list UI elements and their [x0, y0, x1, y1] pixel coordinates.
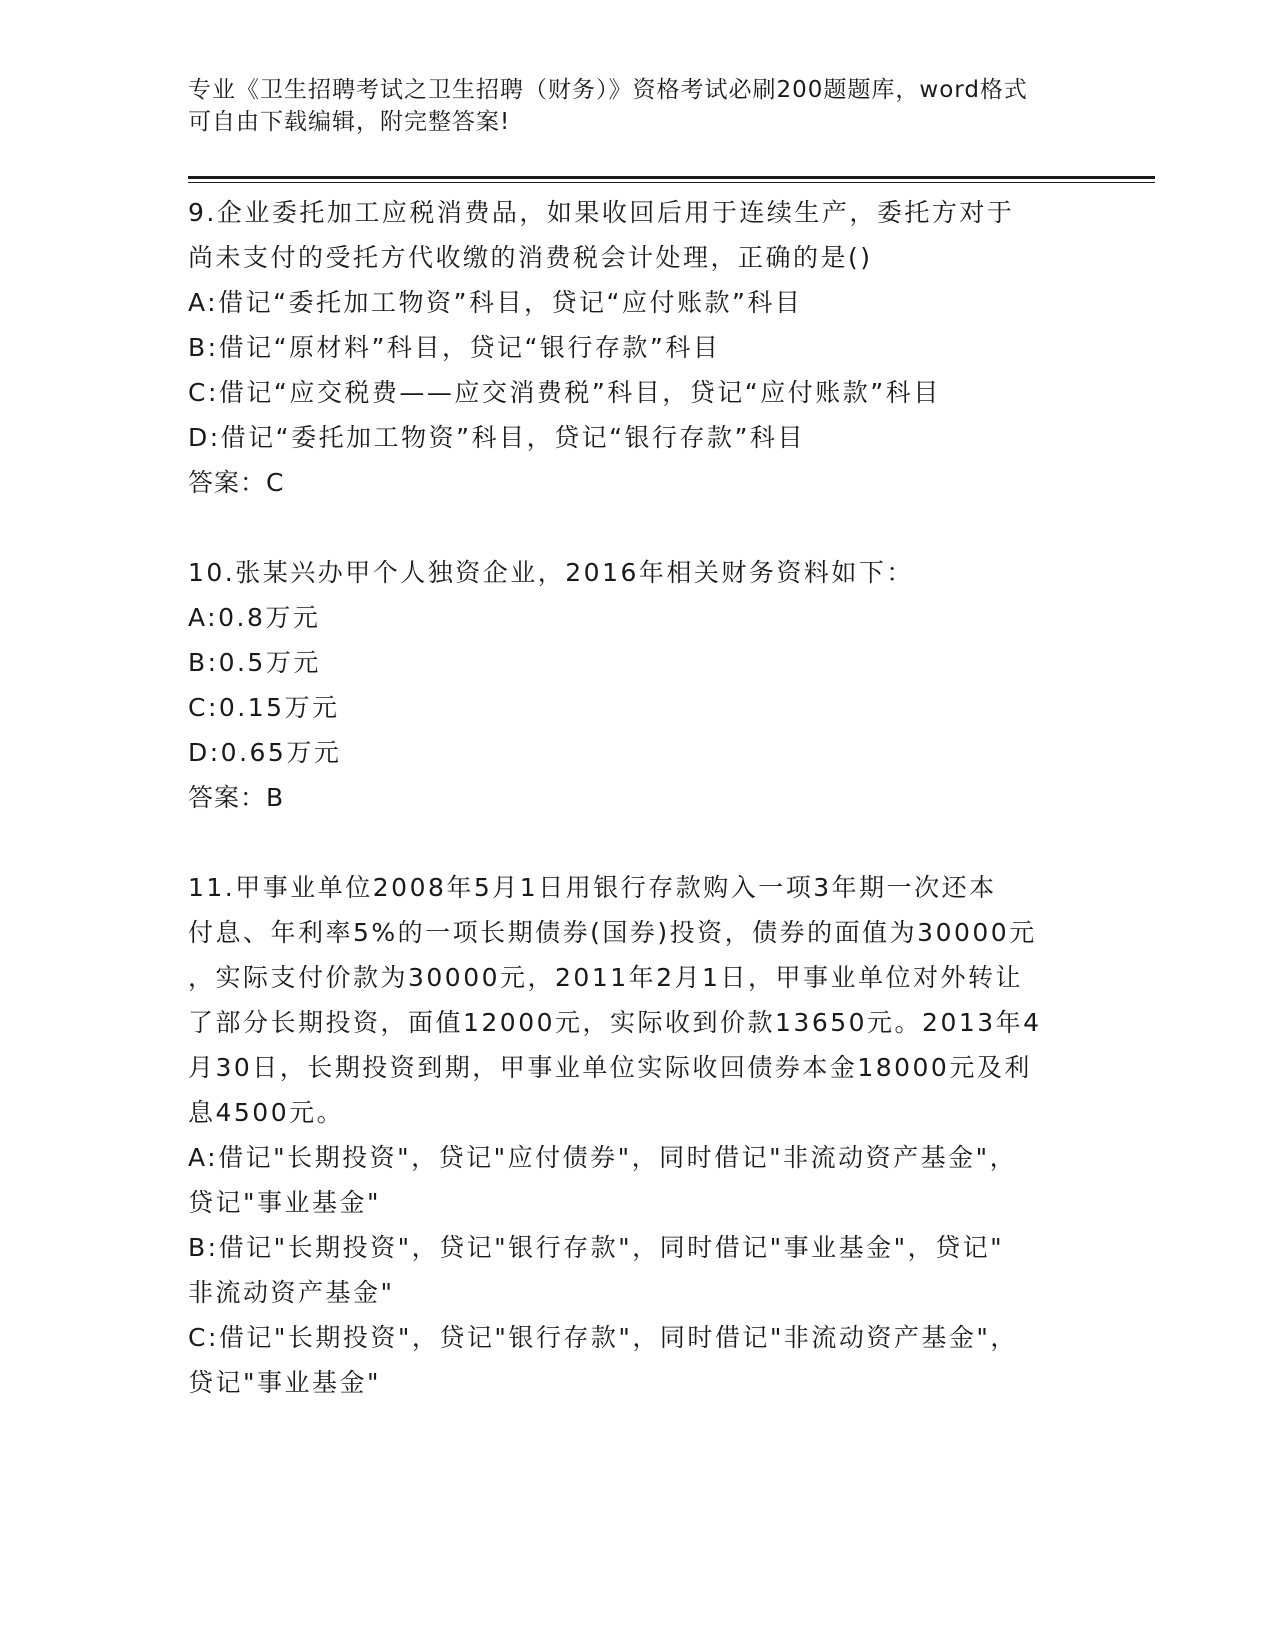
answer-option-line: 贷记"事业基金": [188, 1368, 381, 1397]
header-divider-thin: [188, 182, 1155, 183]
question-stem-line: 月30日，长期投资到期，甲事业单位实际收回债券本金18000元及利: [188, 1053, 1032, 1082]
document-header: [188, 74, 1088, 138]
question-block: [188, 865, 1088, 1405]
header-line-1: 专业《卫生招聘考试之卫生招聘（财务）》资格考试必刷200题题库，word格式: [188, 77, 1028, 103]
question-stem-line: 付息、年利率5%的一项长期债券(国券)投资，债券的面值为30000元: [188, 918, 1037, 947]
answer-key: 答案：C: [188, 468, 285, 497]
answer-option-line: 非流动资产基金": [188, 1278, 395, 1307]
question-stem-line: 了部分长期投资，面值12000元，实际收到价款13650元。2013年4: [188, 1008, 1042, 1037]
question-stem-line: 尚未支付的受托方代收缴的消费税会计处理，正确的是(): [188, 243, 873, 272]
answer-option-line: A:借记“委托加工物资”科目，贷记“应付账款”科目: [188, 288, 803, 317]
question-spacer: [188, 505, 1088, 550]
answer-option-line: D:借记“委托加工物资”科目，贷记“银行存款”科目: [188, 423, 805, 452]
answer-option-line: A:0.8万元: [188, 603, 321, 632]
answer-option-line: B:借记“原材料”科目，贷记“银行存款”科目: [188, 333, 721, 362]
question-stem-line: 10.张某兴办甲个人独资企业，2016年相关财务资料如下：: [188, 558, 914, 587]
question-list: [188, 190, 1088, 1405]
answer-option-line: C:借记"长期投资"，贷记"银行存款"，同时借记"非流动资产基金"，: [188, 1323, 1018, 1352]
header-divider-thick: [188, 176, 1155, 179]
answer-option-line: C:借记“应交税费——应交消费税”科目，贷记“应付账款”科目: [188, 378, 941, 407]
header-line-2: 可自由下载编辑，附完整答案!: [188, 109, 511, 135]
answer-option-line: B:0.5万元: [188, 648, 321, 677]
answer-option-line: D:0.65万元: [188, 738, 342, 767]
question-stem-line: 9.企业委托加工应税消费品，如果收回后用于连续生产，委托方对于: [188, 198, 1015, 227]
question-spacer: [188, 820, 1088, 865]
answer-option-line: C:0.15万元: [188, 693, 340, 722]
answer-option-line: 贷记"事业基金": [188, 1188, 381, 1217]
question-block: [188, 550, 1088, 820]
question-stem-line: ，实际支付价款为30000元，2011年2月1日，甲事业单位对外转让: [188, 963, 1023, 992]
answer-key: 答案：B: [188, 783, 285, 812]
question-block: [188, 190, 1088, 505]
question-stem-line: 11.甲事业单位2008年5月1日用银行存款购入一项3年期一次还本: [188, 873, 997, 902]
answer-option-line: A:借记"长期投资"，贷记"应付债券"，同时借记"非流动资产基金"，: [188, 1143, 1018, 1172]
answer-option-line: B:借记"长期投资"，贷记"银行存款"，同时借记"事业基金"，贷记": [188, 1233, 1005, 1262]
question-stem-line: 息4500元。: [188, 1098, 345, 1127]
